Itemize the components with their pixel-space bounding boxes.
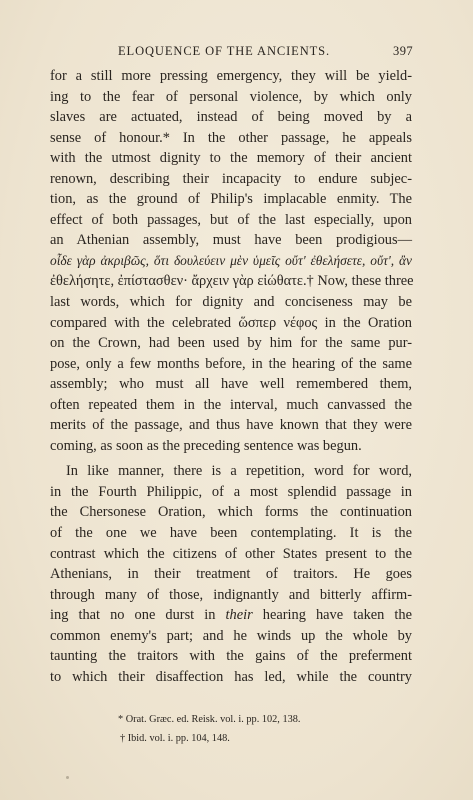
footnote: * Orat. Græc. ed. Reisk. vol. i. pp. 102, 138. [118, 714, 301, 725]
text-line: sense of honour.* In the other passage, he appeals [50, 129, 412, 146]
text-line: assembly; who must all have well remembered them, [50, 376, 412, 393]
text-segment: hearing have taken the [252, 607, 413, 624]
greek-quotation-line: οἶδε γὰρ ἀκριβῶς, ὅτι δουλεύειν μὲν ὑμεῖς οὔτ' ἐθελήσετε, οὔτ', ἂν [50, 252, 412, 268]
running-head [58, 44, 413, 64]
text-line: through many of those, indignantly and bitterly affirm- [50, 586, 412, 603]
footnote: † Ibid. vol. i. pp. 104, 148. [120, 733, 230, 744]
footnotes [118, 710, 378, 748]
text-line: ing to the fear of personal violence, by which only [50, 88, 412, 105]
text-line: slaves are actuated, instead of being moved by a [50, 109, 412, 126]
text-line: coming, as soon as the preceding sentence was begun. [50, 437, 362, 454]
text-line: for a still more pressing emergency, they will be yield- [50, 68, 412, 84]
text-line: Athenians, in their treatment of traitors. He goes [50, 566, 412, 583]
emphasized-word: their [225, 607, 253, 624]
text-line: tion, as the ground of Philip's implacable enmity. The [50, 191, 412, 208]
paper-speck [66, 776, 69, 779]
text-line: to which their disaffection has led, while the country [50, 668, 412, 685]
text-line: on the Crown, had been used by him for the same pur- [50, 335, 412, 352]
text-line-with-emphasis [50, 605, 412, 626]
text-line: taunting the traitors with the gains of the preferment [50, 648, 412, 665]
text-line: with the utmost dignity to the memory of their ancient [50, 150, 412, 167]
running-title: ELOQUENCE OF THE ANCIENTS. [118, 44, 331, 58]
body-text [50, 66, 412, 687]
text-segment: ing that no one durst in [50, 607, 226, 624]
text-line: merits of the passage, and thus have known that they were [50, 417, 412, 434]
text-line: contrast which the citizens of other States present to the [50, 545, 412, 562]
text-line: common enemy's part; and he winds up the whole by [50, 627, 412, 644]
text-line: often repeated them in the interval, much canvassed the [50, 396, 412, 413]
text-line: pose, only a few months before, in the hearing of the same [50, 355, 412, 372]
text-line: effect of both passages, but of the last especially, upon [50, 211, 412, 228]
text-line: renown, describing their incapacity to endure subjec- [50, 170, 412, 187]
text-line: compared with the celebrated ὥσπερ νέφος in the Oration [50, 314, 412, 331]
text-line: last words, which for dignity and conciseness may be [50, 294, 412, 311]
text-line: the Chersonese Oration, which forms the continuation [50, 504, 412, 521]
paragraph-first-line: In like manner, there is a repetition, word for word, [66, 463, 412, 480]
text-line: of the one we have been contemplating. It is the [50, 525, 412, 542]
text-line: in the Fourth Philippic, of a most splendid passage in [50, 483, 412, 500]
text-line: an Athenian assembly, must have been prodigious— [50, 232, 412, 249]
page-number: 397 [393, 44, 413, 58]
text-line: ἐθελήσητε, ἐπίστασθεν· ἄρχειν γὰρ εἰώθατε.† Now, these three [50, 273, 414, 290]
